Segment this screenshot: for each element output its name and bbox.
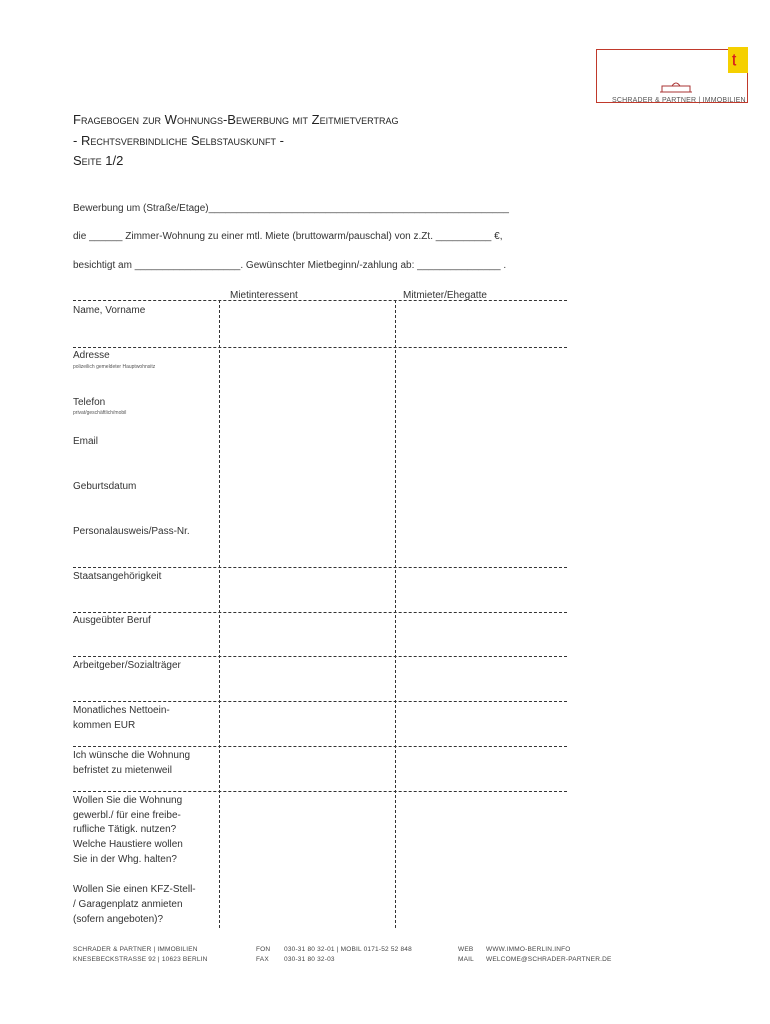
footer-company-name: SCHRADER & PARTNER | IMMOBILIEN — [73, 946, 198, 953]
table-divider — [73, 746, 567, 747]
row-label-name: Name, Vorname — [73, 305, 146, 316]
page-title-line2: - Rechtsverbindliche Selbstauskunft - — [73, 133, 284, 148]
row-label-address: Adresse — [73, 350, 110, 361]
footer-web-link[interactable]: WWW.IMMO-BERLIN.INFO — [486, 946, 571, 953]
application-address-field[interactable]: Bewerbung um (Straße/Etage)______________________________________________________ — [73, 203, 509, 214]
row-label-parking-3: (sofern angeboten)? — [73, 914, 164, 925]
building-icon — [660, 79, 692, 93]
row-sublabel-address: polizeilich gemeldeter Hauptwohnsitz — [73, 364, 156, 370]
footer-phone-label: FON — [256, 946, 271, 953]
logo-mark-icon: ʈ — [732, 51, 737, 66]
row-label-phone: Telefon — [73, 397, 106, 408]
footer-mail-link[interactable]: WELCOME@SCHRADER-PARTNER.DE — [486, 956, 612, 963]
viewing-date-field[interactable]: besichtigt am ___________________. Gewünschter Mietbeginn/-zahlung ab: _______________ . — [73, 260, 507, 271]
row-label-employer: Arbeitgeber/Sozialträger — [73, 660, 181, 671]
row-label-net-income-2: kommen EUR — [73, 720, 136, 731]
logo-frame — [596, 49, 748, 103]
row-label-id-number: Personalausweis/Pass-Nr. — [73, 526, 190, 537]
footer-company-address: KNESEBECKSTRASSE 92 | 10623 BERLIN — [73, 956, 208, 963]
table-column-divider — [219, 300, 220, 928]
row-label-commercial-use-3: rufliche Tätigk. nutzen? — [73, 824, 177, 835]
row-label-nationality: Staatsangehörigkeit — [73, 571, 162, 582]
row-label-parking-1: Wollen Sie einen KFZ-Stell- — [73, 884, 196, 895]
row-label-fixed-term-2: befristet zu mietenweil — [73, 765, 172, 776]
company-logo — [596, 47, 748, 107]
row-label-occupation: Ausgeübter Beruf — [73, 615, 151, 626]
rooms-rent-field[interactable]: die ______ Zimmer-Wohnung zu einer mtl. Miete (bruttowarm/pauschal) von z.Zt. __________ €, — [73, 231, 503, 242]
table-column-divider — [395, 300, 396, 928]
table-divider — [73, 567, 567, 568]
footer-phone-value: 030-31 80 32-01 | MOBIL 0171-52 52 848 — [284, 946, 412, 953]
row-label-fixed-term-1: Ich wünsche die Wohnung — [73, 750, 191, 761]
row-sublabel-phone: privat/geschäftlich/mobil — [73, 410, 127, 416]
table-divider — [73, 791, 567, 792]
row-label-net-income-1: Monatliches Nettoein- — [73, 705, 170, 716]
column-header-cotenant: Mitmieter/Ehegatte — [403, 290, 487, 301]
page-title-line1: Fragebogen zur Wohnungs-Bewerbung mit Zeitmietvertrag — [73, 112, 399, 127]
footer-mail-label: MAIL — [458, 956, 474, 963]
footer-fax-label: FAX — [256, 956, 269, 963]
row-label-parking-2: / Garagenplatz anmieten — [73, 899, 183, 910]
logo-text: SCHRADER & PARTNER | IMMOBILIEN — [612, 97, 746, 104]
footer-fax-value: 030-31 80 32-03 — [284, 956, 335, 963]
row-label-email: Email — [73, 436, 99, 447]
row-label-commercial-use-1: Wollen Sie die Wohnung — [73, 795, 183, 806]
row-label-birthdate: Geburtsdatum — [73, 481, 137, 492]
table-divider — [73, 656, 567, 657]
logo-badge — [728, 47, 748, 73]
column-header-tenant: Mietinteressent — [230, 290, 298, 301]
table-divider — [73, 701, 567, 702]
row-label-commercial-use-2: gewerbl./ für eine freibe- — [73, 810, 181, 821]
row-label-pets-1: Welche Haustiere wollen — [73, 839, 183, 850]
footer-web-label: WEB — [458, 946, 474, 953]
page-title-line3: Seite 1/2 — [73, 153, 124, 168]
table-divider — [73, 300, 567, 301]
row-label-pets-2: Sie in der Whg. halten? — [73, 854, 177, 865]
